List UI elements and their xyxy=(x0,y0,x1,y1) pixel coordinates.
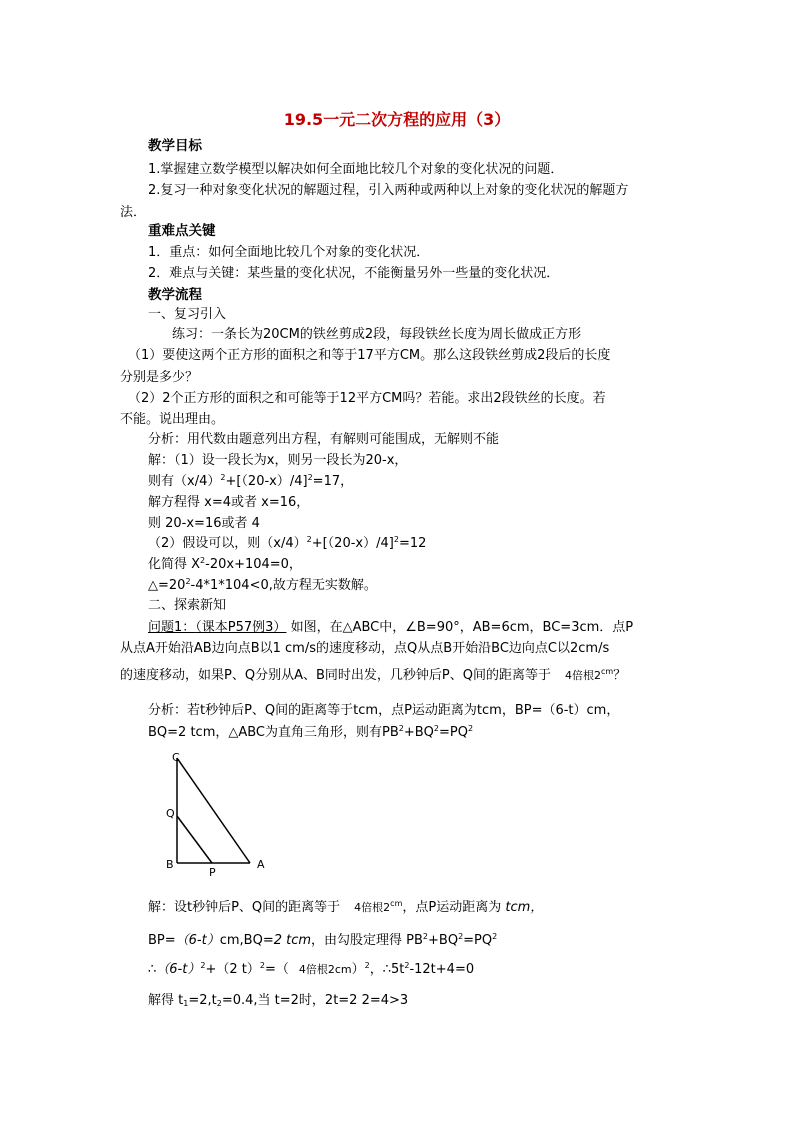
problem-line-3: 的速度移动，如果P、Q分别从A、B同时出发，几秒钟后P、Q间的距离等于 4倍根$2^{cm}$？ xyxy=(120,667,627,683)
segment-pq xyxy=(177,816,212,863)
key-heading: 重难点关键 xyxy=(148,223,216,239)
solution-2-line1: 解：设t秒钟后P、Q间的距离等于 4倍根$2^{cm}$，点P运动距离为 tcm， xyxy=(148,899,544,915)
problem-line-2: 从点A开始沿AB边向点B以1 cm/s的速度移动，点Q从点B开始沿BC边向点C以2cm/s xyxy=(120,641,610,656)
solution-2-line3: $\therefore(6-t)^2+(2$ t）$^2$=（ 4倍根2cm）$^2$，$\therefore 5t^2-12t+4=0$ xyxy=(148,961,475,977)
point-q-label: Q xyxy=(166,807,175,820)
flow-heading: 教学流程 xyxy=(148,287,202,303)
solution-line-5: （2）假设可以，则$(x/4)^2+[(20-x)/4]^2=12$ xyxy=(148,535,427,551)
key-2: 2．难点与关键：某些量的变化状况，不能衡量另外一些量的变化状况． xyxy=(148,266,560,281)
part-2-heading: 二、探索新知 xyxy=(148,598,227,613)
question-2-line2: 不能。说出理由。 xyxy=(120,412,225,427)
point-p-label: P xyxy=(209,866,216,879)
point-a-label: A xyxy=(257,858,265,871)
solution-line-7: $\triangle=20^2-4*1*104<0$,故方程无实数解。 xyxy=(148,577,377,593)
goal-2-line2: 法． xyxy=(120,205,147,220)
problem-reference: （课本P57例3） xyxy=(195,620,287,635)
solution-line-2: 则有$(x/4)^2+[(20-x)/4]^2=17$， xyxy=(148,473,354,489)
solution-line-3: 解方程得 x=4或者 x=16， xyxy=(148,495,310,510)
part-1-heading: 一、复习引入 xyxy=(148,307,227,322)
key-1: 1．重点：如何全面地比较几个对象的变化状况． xyxy=(148,245,430,260)
solution-2-line2: BP=（6-t）cm,BQ=2 tcm，由勾股定理得 $PB^2+BQ^2=PQ^2$ xyxy=(148,932,498,948)
problem-line-1: 问题1：（课本P57例3） 如图，在△ABC中，∠B=90°，AB=6cm，BC=3cm．点P xyxy=(148,620,634,635)
goal-2-line1: 2.复习一种对象变化状况的解题过程，引入两种或两种以上对象的变化状况的解题方 xyxy=(148,183,629,198)
goals-heading: 教学目标 xyxy=(148,138,202,154)
exercise-text: 练习：一条长为20CM的铁丝剪成2段，每段铁丝长度为周长做成正方形 xyxy=(172,327,582,342)
side-ac xyxy=(177,758,250,863)
question-2-line1: （2）2个正方形的面积之和可能等于12平方CM吗？若能。求出2段铁丝的长度。若 xyxy=(128,391,606,406)
question-1-line2: 分别是多少？ xyxy=(120,370,199,385)
point-c-label: C xyxy=(172,751,180,764)
goal-1: 1.掌握建立数学模型以解决如何全面地比较几个对象的变化状况的问题． xyxy=(148,162,564,177)
analysis-2-line1: 分析：若t秒钟后P、Q间的距离等于tcm，点P运动距离为tcm，BP=（6-t）cm， xyxy=(148,703,620,718)
analysis-2-line2: BQ=2 tcm，△ABC为直角三角形，则有$PB^2+BQ^2=PQ^2$ xyxy=(148,724,474,740)
point-b-label: B xyxy=(166,858,174,871)
solution-line-1: 解：（1）设一段长为x，则另一段长为20-x， xyxy=(148,453,408,468)
solution-line-4: 则 20-x=16或者 4 xyxy=(148,516,260,531)
page-title: 19.5一元二次方程的应用（3） xyxy=(283,110,511,129)
solution-2-line4: 解得 $t_1=2,t_2=0.4$,当 t=2时，2t=2 2=4>3 xyxy=(148,993,409,1008)
solution-line-6: 化简得 $X^2-20x+104=0$， xyxy=(148,556,302,572)
problem-label: 问题1： xyxy=(148,620,196,635)
question-1-line1: （1）要使这两个正方形的面积之和等于17平方CM。那么这段铁丝剪成2段后的长度 xyxy=(128,348,611,363)
analysis-1: 分析：用代数由题意列出方程，有解则可能围成，无解则不能 xyxy=(148,432,500,447)
